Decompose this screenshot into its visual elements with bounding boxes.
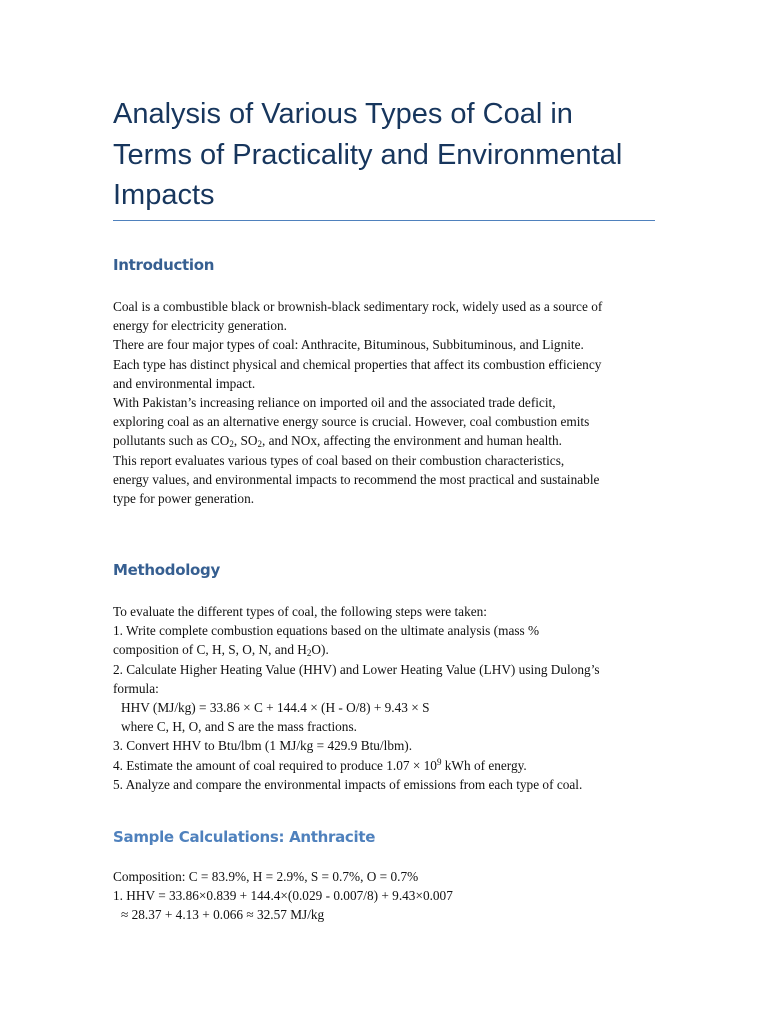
co2-subscript: 2 bbox=[229, 439, 234, 450]
intro-line-8 bbox=[113, 431, 673, 450]
exponent-superscript: 9 bbox=[436, 756, 442, 767]
method-line-8: 3. Convert HHV to Btu/lbm (1 MJ/kg = 429.9 Btu/lbm). bbox=[113, 738, 413, 754]
intro-line-2: energy for electricity generation. bbox=[113, 318, 288, 334]
method-line-10: 5. Analyze and compare the environmental impacts of emissions from each type of coal. bbox=[113, 776, 583, 792]
calc-hhv-line: 1. HHV = 33.86×0.839 + 144.4×(0.029 - 0.007/8) + 9.43×0.007 bbox=[113, 888, 453, 904]
intro-line-7: exploring coal as an alternative energy source is crucial. However, coal combustion emits bbox=[113, 414, 590, 430]
so2-subscript: 2 bbox=[257, 439, 262, 450]
sample-calculations-paragraph bbox=[113, 867, 673, 925]
method-line-9 bbox=[113, 756, 673, 775]
calc-composition-line: Composition: C = 83.9%, H = 2.9%, S = 0.7%, O = 0.7% bbox=[113, 869, 419, 884]
intro-line-8-part-a: pollutants such as CO bbox=[113, 433, 230, 449]
method-line-3-part-b: O). bbox=[311, 642, 329, 658]
intro-line-6: With Pakistan’s increasing reliance on imported oil and the associated trade deficit, bbox=[113, 395, 556, 411]
method-line-1: To evaluate the different types of coal, the following steps were taken: bbox=[113, 604, 487, 619]
method-line-2: 1. Write complete combustion equations based on the ultimate analysis (mass % bbox=[113, 623, 540, 639]
document-title-line-1: Analysis of Various Types of Coal in bbox=[113, 98, 573, 130]
method-line-3 bbox=[113, 640, 673, 659]
dulong-formula-line: HHV (MJ/kg) = 33.86 × C + 144.4 × (H - O/8) + 9.43 × S bbox=[121, 700, 430, 716]
intro-line-4: Each type has distinct physical and chemical properties that affect its combustion efficiency bbox=[113, 356, 602, 372]
intro-line-8-part-c: , and NOx, affecting the environment and human health. bbox=[262, 433, 562, 449]
formula-explanation-line: where C, H, O, and S are the mass fractions. bbox=[121, 719, 357, 735]
intro-line-11: type for power generation. bbox=[113, 491, 255, 507]
intro-line-10: energy values, and environmental impacts to recommend the most practical and sustainable bbox=[113, 471, 600, 487]
intro-line-9: This report evaluates various types of coal based on their combustion characteristics, bbox=[113, 452, 565, 468]
intro-line-5: and environmental impact. bbox=[113, 375, 256, 391]
method-line-4: 2. Calculate Higher Heating Value (HHV) and Lower Heating Value (LHV) using Dulong’s bbox=[113, 661, 600, 677]
method-line-5: formula: bbox=[113, 680, 159, 696]
methodology-paragraph bbox=[113, 602, 673, 794]
method-line-9-part-b: kWh of energy. bbox=[441, 757, 527, 773]
intro-line-1: Coal is a combustible black or brownish-black sedimentary rock, widely used as a source of bbox=[113, 299, 603, 314]
introduction-paragraph bbox=[113, 297, 673, 508]
calc-hhv-result-line: ≈ 28.37 + 4.13 + 0.066 ≈ 32.57 MJ/kg bbox=[121, 907, 325, 923]
introduction-heading: Introduction bbox=[113, 256, 215, 274]
method-line-3-part-a: composition of C, H, S, O, N, and H bbox=[113, 642, 307, 658]
document-title-line-2: Terms of Practicality and Environmental bbox=[113, 138, 623, 171]
document-title bbox=[113, 94, 673, 216]
sample-calculations-heading: Sample Calculations: Anthracite bbox=[113, 828, 376, 846]
title-underline-divider bbox=[113, 220, 655, 221]
document-title-line-3: Impacts bbox=[113, 179, 215, 211]
method-line-9-part-a: 4. Estimate the amount of coal required to produce 1.07 × 10 bbox=[113, 757, 437, 773]
methodology-heading: Methodology bbox=[113, 561, 220, 579]
h2o-subscript: 2 bbox=[306, 648, 312, 659]
intro-line-3: There are four major types of coal: Anthracite, Bituminous, Subbituminous, and Lignite. bbox=[113, 337, 584, 353]
intro-line-8-part-b: , SO bbox=[233, 433, 258, 449]
